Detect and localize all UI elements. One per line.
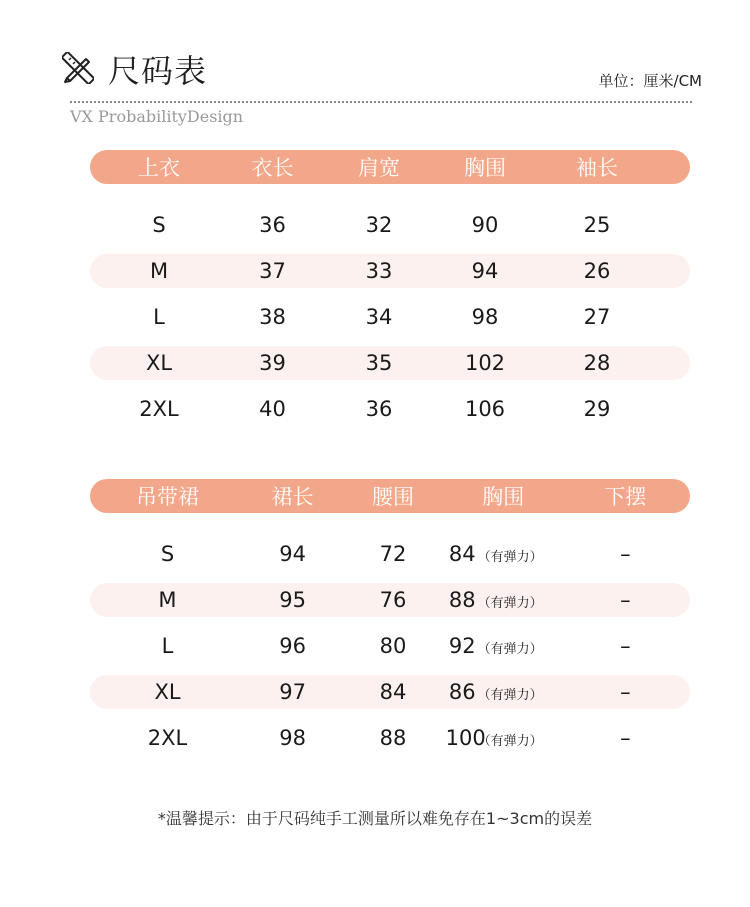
table-cell: 88: [379, 726, 407, 750]
table-cell: 2XL: [147, 726, 188, 750]
table-row: [90, 675, 690, 709]
table-cell: M: [158, 588, 177, 612]
table-row: [90, 254, 690, 288]
header-cell: 肩宽: [358, 156, 400, 180]
table-cell: 72: [379, 542, 407, 566]
table-cell: 106: [464, 397, 506, 421]
table-cell: 34: [365, 305, 393, 329]
bust-value: 86: [448, 680, 476, 704]
stretch-note: （有弹力）: [477, 596, 543, 611]
stretch-note: （有弹力）: [477, 688, 543, 703]
table-cell: –: [620, 634, 631, 658]
table-cell: 102: [464, 351, 506, 375]
table-cell: 29: [583, 397, 611, 421]
table-cell: M: [149, 259, 169, 283]
table-row: [90, 346, 690, 380]
page-title: 尺码表: [108, 52, 208, 90]
bust-value: 92: [448, 634, 476, 658]
table-cell: –: [620, 726, 631, 750]
table-cell: 28: [583, 351, 611, 375]
table-cell: 94: [279, 542, 307, 566]
table-cell: L: [153, 305, 165, 329]
table-cell: 33: [365, 259, 393, 283]
header-cell: 胸围: [482, 485, 525, 509]
table-cell: [446, 680, 561, 704]
measurement-note: *温馨提示：由于尺码纯手工测量所以难免存在1~3cm的误差: [157, 809, 593, 828]
header-cell: 下摆: [604, 485, 647, 509]
table-cell: 98: [279, 726, 307, 750]
page-header: [0, 0, 750, 130]
table-cell: 38: [259, 305, 286, 329]
bust-value: 100: [445, 726, 486, 750]
table-row: [90, 300, 690, 334]
table-cell: L: [161, 634, 174, 658]
table-cell: –: [620, 542, 631, 566]
stretch-note: （有弹力）: [477, 734, 543, 749]
table-row: [90, 721, 690, 755]
table-cell: 94: [471, 259, 499, 283]
divider: [70, 101, 692, 103]
table-cell: [446, 588, 561, 612]
brand-watermark: VX ProbabilityDesign: [70, 107, 244, 126]
table-cell: 25: [583, 213, 611, 237]
table-cell: –: [620, 680, 631, 704]
table-cell: [446, 726, 561, 750]
table-cell: 36: [365, 397, 393, 421]
header-cell: 袖长: [576, 156, 618, 180]
table-cell: S: [152, 213, 166, 237]
bust-value: 84: [448, 542, 476, 566]
table-cell: 39: [259, 351, 286, 375]
table-cell: 32: [365, 213, 393, 237]
table-cell: 26: [583, 259, 611, 283]
table-cell: 96: [279, 634, 307, 658]
table-cell: 80: [379, 634, 407, 658]
header-cell: 裙长: [271, 485, 314, 509]
header-cell: 衣长: [251, 156, 294, 180]
table-cell: XL: [154, 680, 181, 704]
table-row: [90, 537, 690, 571]
table-cell: 84: [379, 680, 407, 704]
table-cell: S: [160, 542, 175, 566]
crossed-ruler-pen-icon: [62, 52, 94, 84]
table-cell: XL: [145, 351, 173, 375]
table-cell: 90: [471, 213, 499, 237]
table-cell: 27: [583, 305, 611, 329]
table-row: [90, 392, 690, 426]
table-cell: 76: [379, 588, 407, 612]
table-cell: 97: [279, 680, 307, 704]
table-cell: 95: [279, 588, 307, 612]
unit-label: 单位：厘米/CM: [598, 72, 702, 90]
stretch-note: （有弹力）: [477, 550, 543, 565]
dress-size-table: [90, 479, 690, 755]
table-cell: –: [620, 588, 631, 612]
table-cell: 37: [259, 259, 286, 283]
header-cell: 吊带裙: [135, 485, 199, 509]
table-cell: [446, 542, 561, 566]
header-cell: 上衣: [138, 156, 180, 180]
stretch-note: （有弹力）: [477, 642, 543, 657]
table-cell: 2XL: [139, 397, 179, 421]
table-cell: [446, 634, 561, 658]
table-cell: 36: [259, 213, 286, 237]
table-header: [90, 479, 690, 513]
table-row: [90, 208, 690, 242]
table-cell: 98: [471, 305, 499, 329]
table-row: [90, 629, 690, 663]
table-cell: 40: [259, 397, 286, 421]
table-row: [90, 583, 690, 617]
table-header: [90, 150, 690, 184]
header-cell: 腰围: [371, 485, 414, 509]
bust-value: 88: [448, 588, 476, 612]
top-size-table: [90, 150, 690, 426]
table-cell: 35: [365, 351, 393, 375]
header-cell: 胸围: [464, 156, 506, 180]
